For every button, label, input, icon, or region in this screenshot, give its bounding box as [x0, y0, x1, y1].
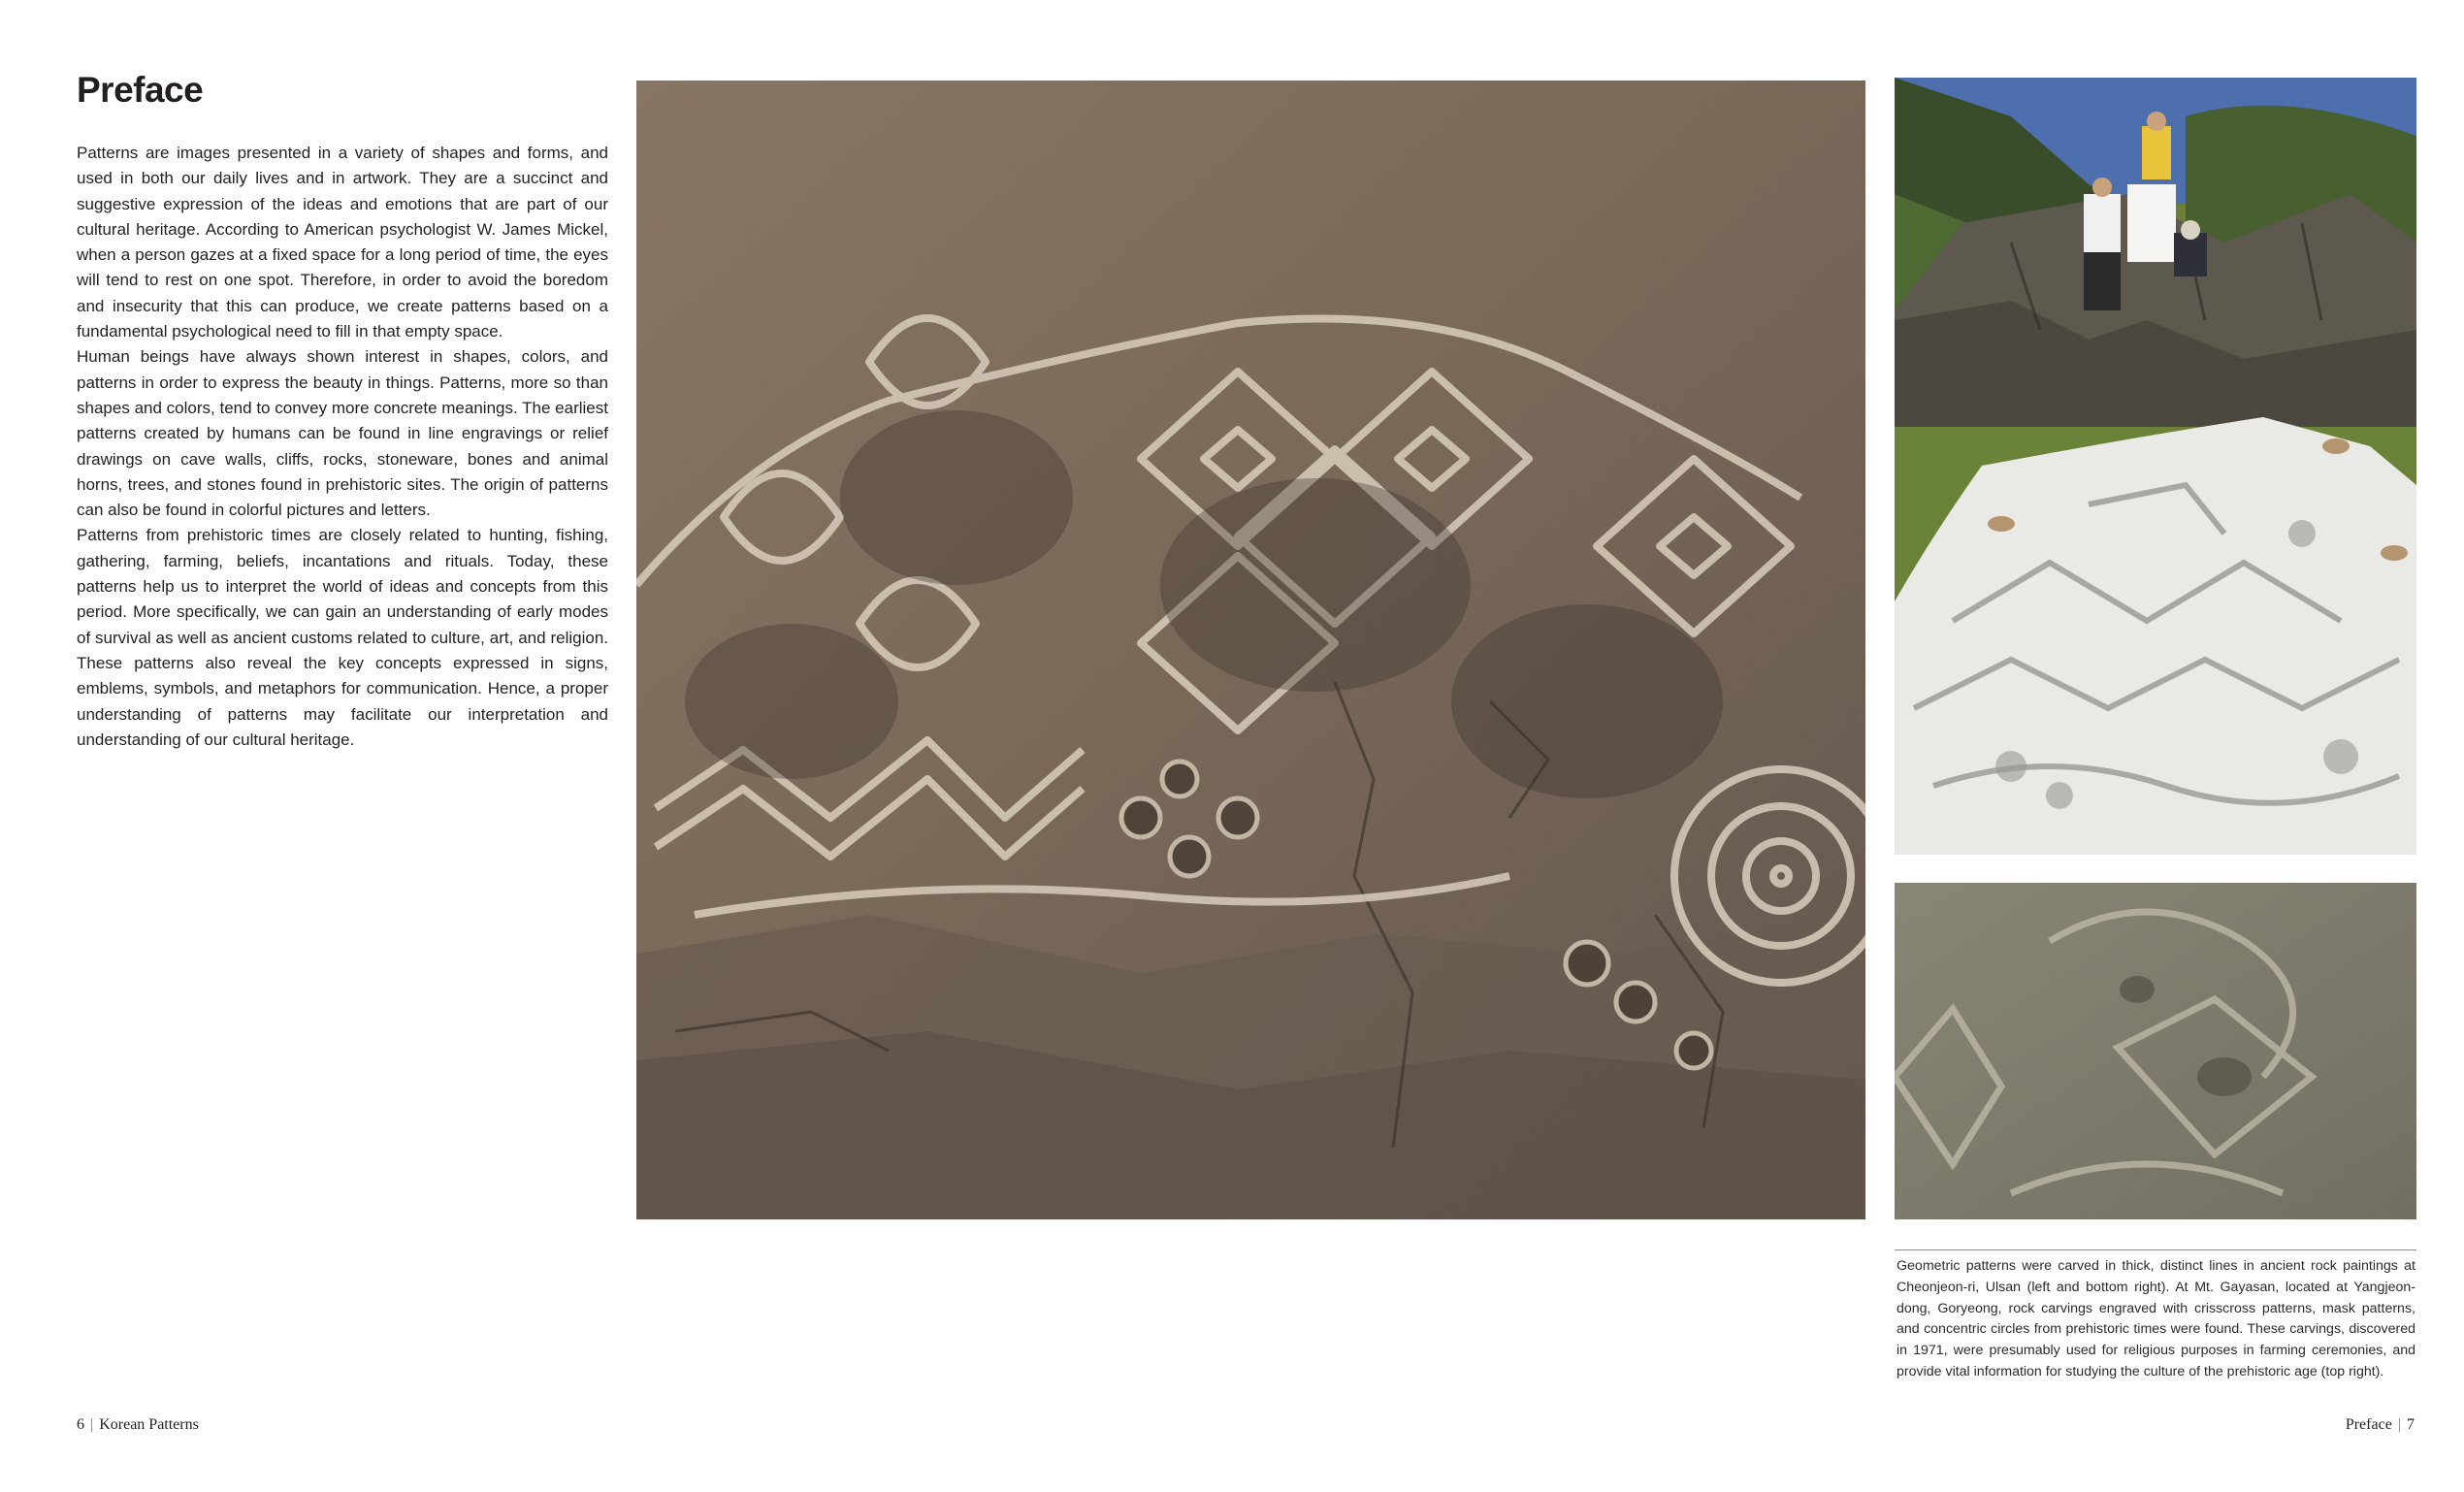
- paragraph: Human beings have always shown interest in shapes, colors, and patterns in order to express the beauty in things. Patterns, more so than shapes and colors, tend to convey more concrete meanings. The earliest patterns created by humans can be found in line engravings or relief drawings on cave walls, cliffs, rocks, stoneware, bones and animal horns, trees, and stones found in prehistoric sites. The origin of patterns can also be found in colorful pictures and letters.: [77, 347, 608, 520]
- paragraph: Patterns from prehistoric times are closely related to hunting, fishing, gathering, farming, beliefs, incantations and rituals. Today, these patterns help us to interpret the world of ideas and concepts from this period. More specifically, we can gain an understanding of early modes of survival as well as ancient customs related to culture, art, and religion. These patterns also reveal the key concepts expressed in signs, emblems, symbols, and metaphors for communication. Hence, a proper understanding of patterns may facilitate our interpretation and understanding of our cultural heritage.: [77, 526, 608, 749]
- rock-carving-photo: [636, 81, 1865, 1219]
- page-number-left: 6: [77, 1416, 84, 1433]
- caption-rule: [1895, 1249, 2416, 1250]
- page-heading: Preface: [77, 70, 204, 110]
- folio-left: [77, 1416, 199, 1434]
- carving-closeup-photo: [1895, 883, 2416, 1219]
- folio-right: [2346, 1416, 2415, 1434]
- photo-caption: Geometric patterns were carved in thick, distinct lines in ancient rock paintings at Cheonjeon-ri, Ulsan (left and bottom right). At Mt. Gayasan, located at Yangjeon-dong, Goryeong, rock carvings engraved with crisscross patterns, mask patterns, and concentric circles from prehistoric times were found. These carvings, discovered in 1971, were presumably used for religious purposes in farming ceremonies, and provide vital information for studying the culture of the prehistoric age (top right).: [1897, 1258, 2415, 1379]
- body-text: [77, 141, 608, 753]
- book-title: Korean Patterns: [99, 1416, 199, 1433]
- paragraph: Patterns are images presented in a variety of shapes and forms, and used in both our daily lives and in artwork. They are a succinct and suggestive expression of the ideas and emotions that are part of our cultural heritage. According to American psychologist W. James Mickel, when a person gazes at a fixed space for a long period of time, the eyes will tend to rest on one spot. Therefore, in order to avoid the boredom and insecurity that this can produce, we create patterns based on a fundamental psychological need to fill in that empty space.: [77, 144, 608, 341]
- section-title: Preface: [2345, 1416, 2392, 1433]
- folio-separator: |: [2397, 1416, 2401, 1433]
- rubbing-scene-photo: [1895, 78, 2416, 855]
- carving-closeup-illustration: [1895, 883, 2416, 1219]
- rubbing-scene-illustration: [1895, 78, 2416, 855]
- folio-separator: |: [90, 1416, 94, 1433]
- page-number-right: 7: [2407, 1416, 2415, 1433]
- rock-carving-illustration: [636, 81, 1865, 1219]
